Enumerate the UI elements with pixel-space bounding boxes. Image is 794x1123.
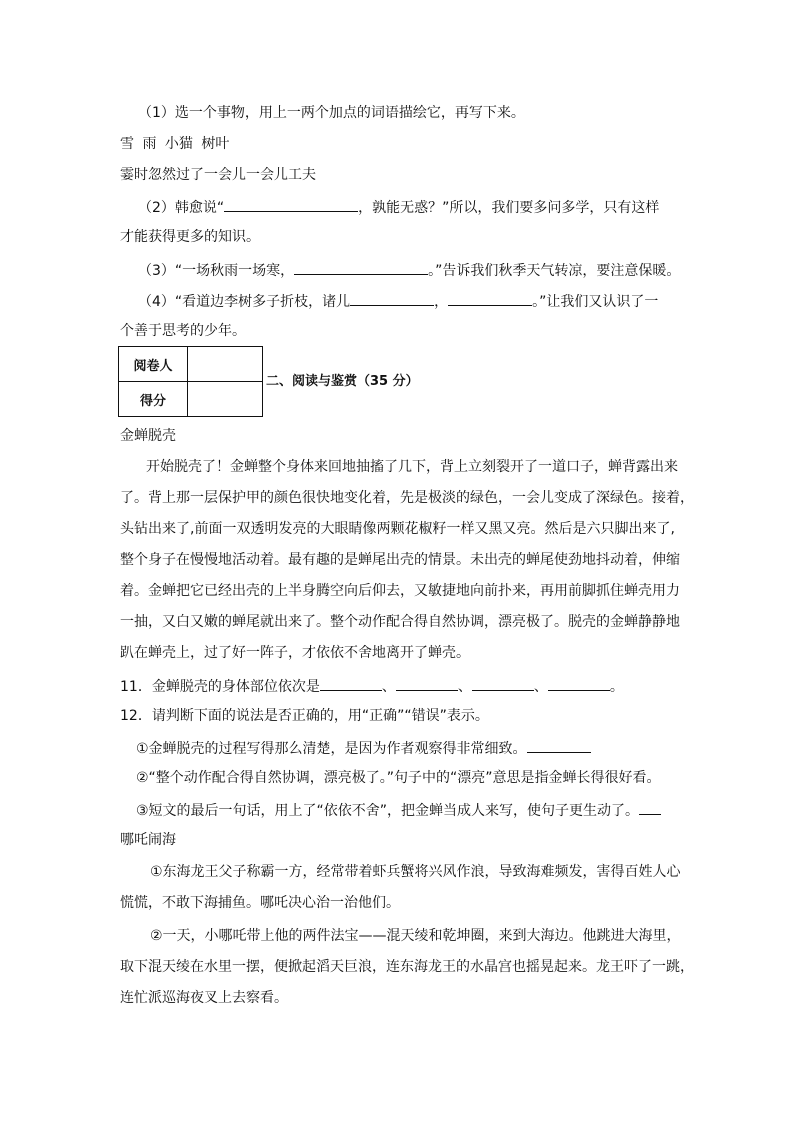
q11-blank-3[interactable] <box>472 675 534 691</box>
q4-blank-1[interactable] <box>350 290 434 306</box>
passage1-line: 整个身子在慢慢地活动着。最有趣的是蝉尾出壳的情景。未出壳的蝉尾使劲地抖动着，伸缩 <box>120 552 680 568</box>
passage1-line: 着。金蝉把它已经出壳的上半身腾空向后仰去，又敏捷地向前扑来，再用前脚抓住蝉壳用力 <box>120 583 680 599</box>
score-cell[interactable] <box>188 382 263 417</box>
passage1-line: 趴在蝉壳上，过了好一阵子，才依依不舍地离开了蝉壳。 <box>120 645 470 661</box>
q4-line1 <box>138 290 658 312</box>
score-table <box>118 346 263 417</box>
q11-blank-2[interactable] <box>396 675 458 691</box>
passage1-line: 了。背上那一层保护甲的颜色很快地变化着，先是极淡的绿色，一会儿变成了深绿色。接着， <box>120 490 694 506</box>
q11-end: 。 <box>609 679 624 695</box>
score-label: 得分 <box>119 382 188 417</box>
q3-blank[interactable] <box>294 259 428 275</box>
q11-sep: 、 <box>457 679 472 695</box>
q4-line2: 个善于思考的少年。 <box>120 323 246 339</box>
q2-line1 <box>138 196 659 218</box>
passage2-line: ②一天，小哪吒带上他的两件法宝——混天绫和乾坤圈，来到大海边。他跳进大海里， <box>150 928 681 944</box>
q3-part1: （3）“一场秋雨一场寒， <box>138 263 295 279</box>
q3-part2: 。”告诉我们秋季天气转凉，要注意保暖。 <box>428 263 681 279</box>
q3-line <box>138 259 680 281</box>
q2-blank[interactable] <box>224 196 358 212</box>
passage1-line: 头钻出来了,前面一双透明发亮的大眼睛像两颗花椒籽一样又黑又亮。然后是六只脚出来了, <box>120 521 675 537</box>
passage1-title: 金蝉脱壳 <box>120 428 176 444</box>
q2-part1: （2）韩愈说“ <box>138 200 225 216</box>
passage2-title: 哪吒闹海 <box>120 832 176 848</box>
q12-item1 <box>136 737 591 759</box>
q12-blank-1[interactable] <box>527 737 591 753</box>
q4-part1: （4）“看道边李树多子折枝，诸儿 <box>138 294 351 310</box>
q11-text: 11．金蝉脱壳的身体部位依次是 <box>120 679 320 695</box>
q1-prompt: （1）选一个事物，用上一两个加点的词语描绘它，再写下来。 <box>138 105 525 121</box>
passage2-line: 取下混天绫在水里一摆，便掀起滔天巨浪，连东海龙王的水晶宫也摇晃起来。龙王吓了一跳， <box>120 959 694 975</box>
reviewer-label: 阅卷人 <box>119 347 188 382</box>
passage2-line: 连忙派巡海夜叉上去察看。 <box>120 990 288 1006</box>
q12-blank-3[interactable] <box>639 799 661 815</box>
q12-item2: ②“整个动作配合得自然协调，漂亮极了。”句子中的“漂亮”意思是指金蝉长得很好看。 <box>136 770 661 786</box>
q11-sep: 、 <box>381 679 396 695</box>
q12-prompt: 12．请判断下面的说法是否正确的，用“正确”“错误”表示。 <box>120 708 489 724</box>
q11-sep: 、 <box>533 679 548 695</box>
q4-blank-2[interactable] <box>448 290 532 306</box>
q12-item3-text: ③短文的最后一句话，用上了“依依不舍”，把金蝉当成人来写，使句子更生动了。 <box>136 803 640 819</box>
q1-answer-line: 霎时忽然过了一会儿一会儿工夫 <box>120 167 316 183</box>
passage2-line: 慌慌，不敢下海捕鱼。哪吒决心治一治他们。 <box>120 895 400 911</box>
passage2-line: ①东海龙王父子称霸一方，经常带着虾兵蟹将兴风作浪，导致海难频发，害得百姓人心 <box>150 864 681 880</box>
q2-part2: ，孰能无惑？”所以，我们要多问多学，只有这样 <box>358 200 660 216</box>
q4-sep: ， <box>434 294 449 310</box>
q2-line2: 才能获得更多的知识。 <box>120 229 260 245</box>
q11-blank-4[interactable] <box>548 675 610 691</box>
q11-line <box>120 675 624 697</box>
q11-blank-1[interactable] <box>320 675 382 691</box>
passage1-line: 开始脱壳了！金蝉整个身体来回地抽搐了几下，背上立刻裂开了一道口子，蝉背露出来 <box>146 459 678 475</box>
passage1-line: 一抽，又白又嫩的蝉尾就出来了。整个动作配合得自然协调，漂亮极了。脱壳的金蝉静静地 <box>120 614 680 630</box>
q1-options: 雪 雨 小猫 树叶 <box>120 136 230 152</box>
section2-title: 二、阅读与鉴赏（35 分） <box>266 374 419 389</box>
q12-item1-text: ①金蝉脱壳的过程写得那么清楚，是因为作者观察得非常细致。 <box>136 741 527 757</box>
reviewer-cell[interactable] <box>188 347 263 382</box>
q4-part2: 。”让我们又认识了一 <box>532 294 659 310</box>
q12-item3 <box>136 799 661 821</box>
